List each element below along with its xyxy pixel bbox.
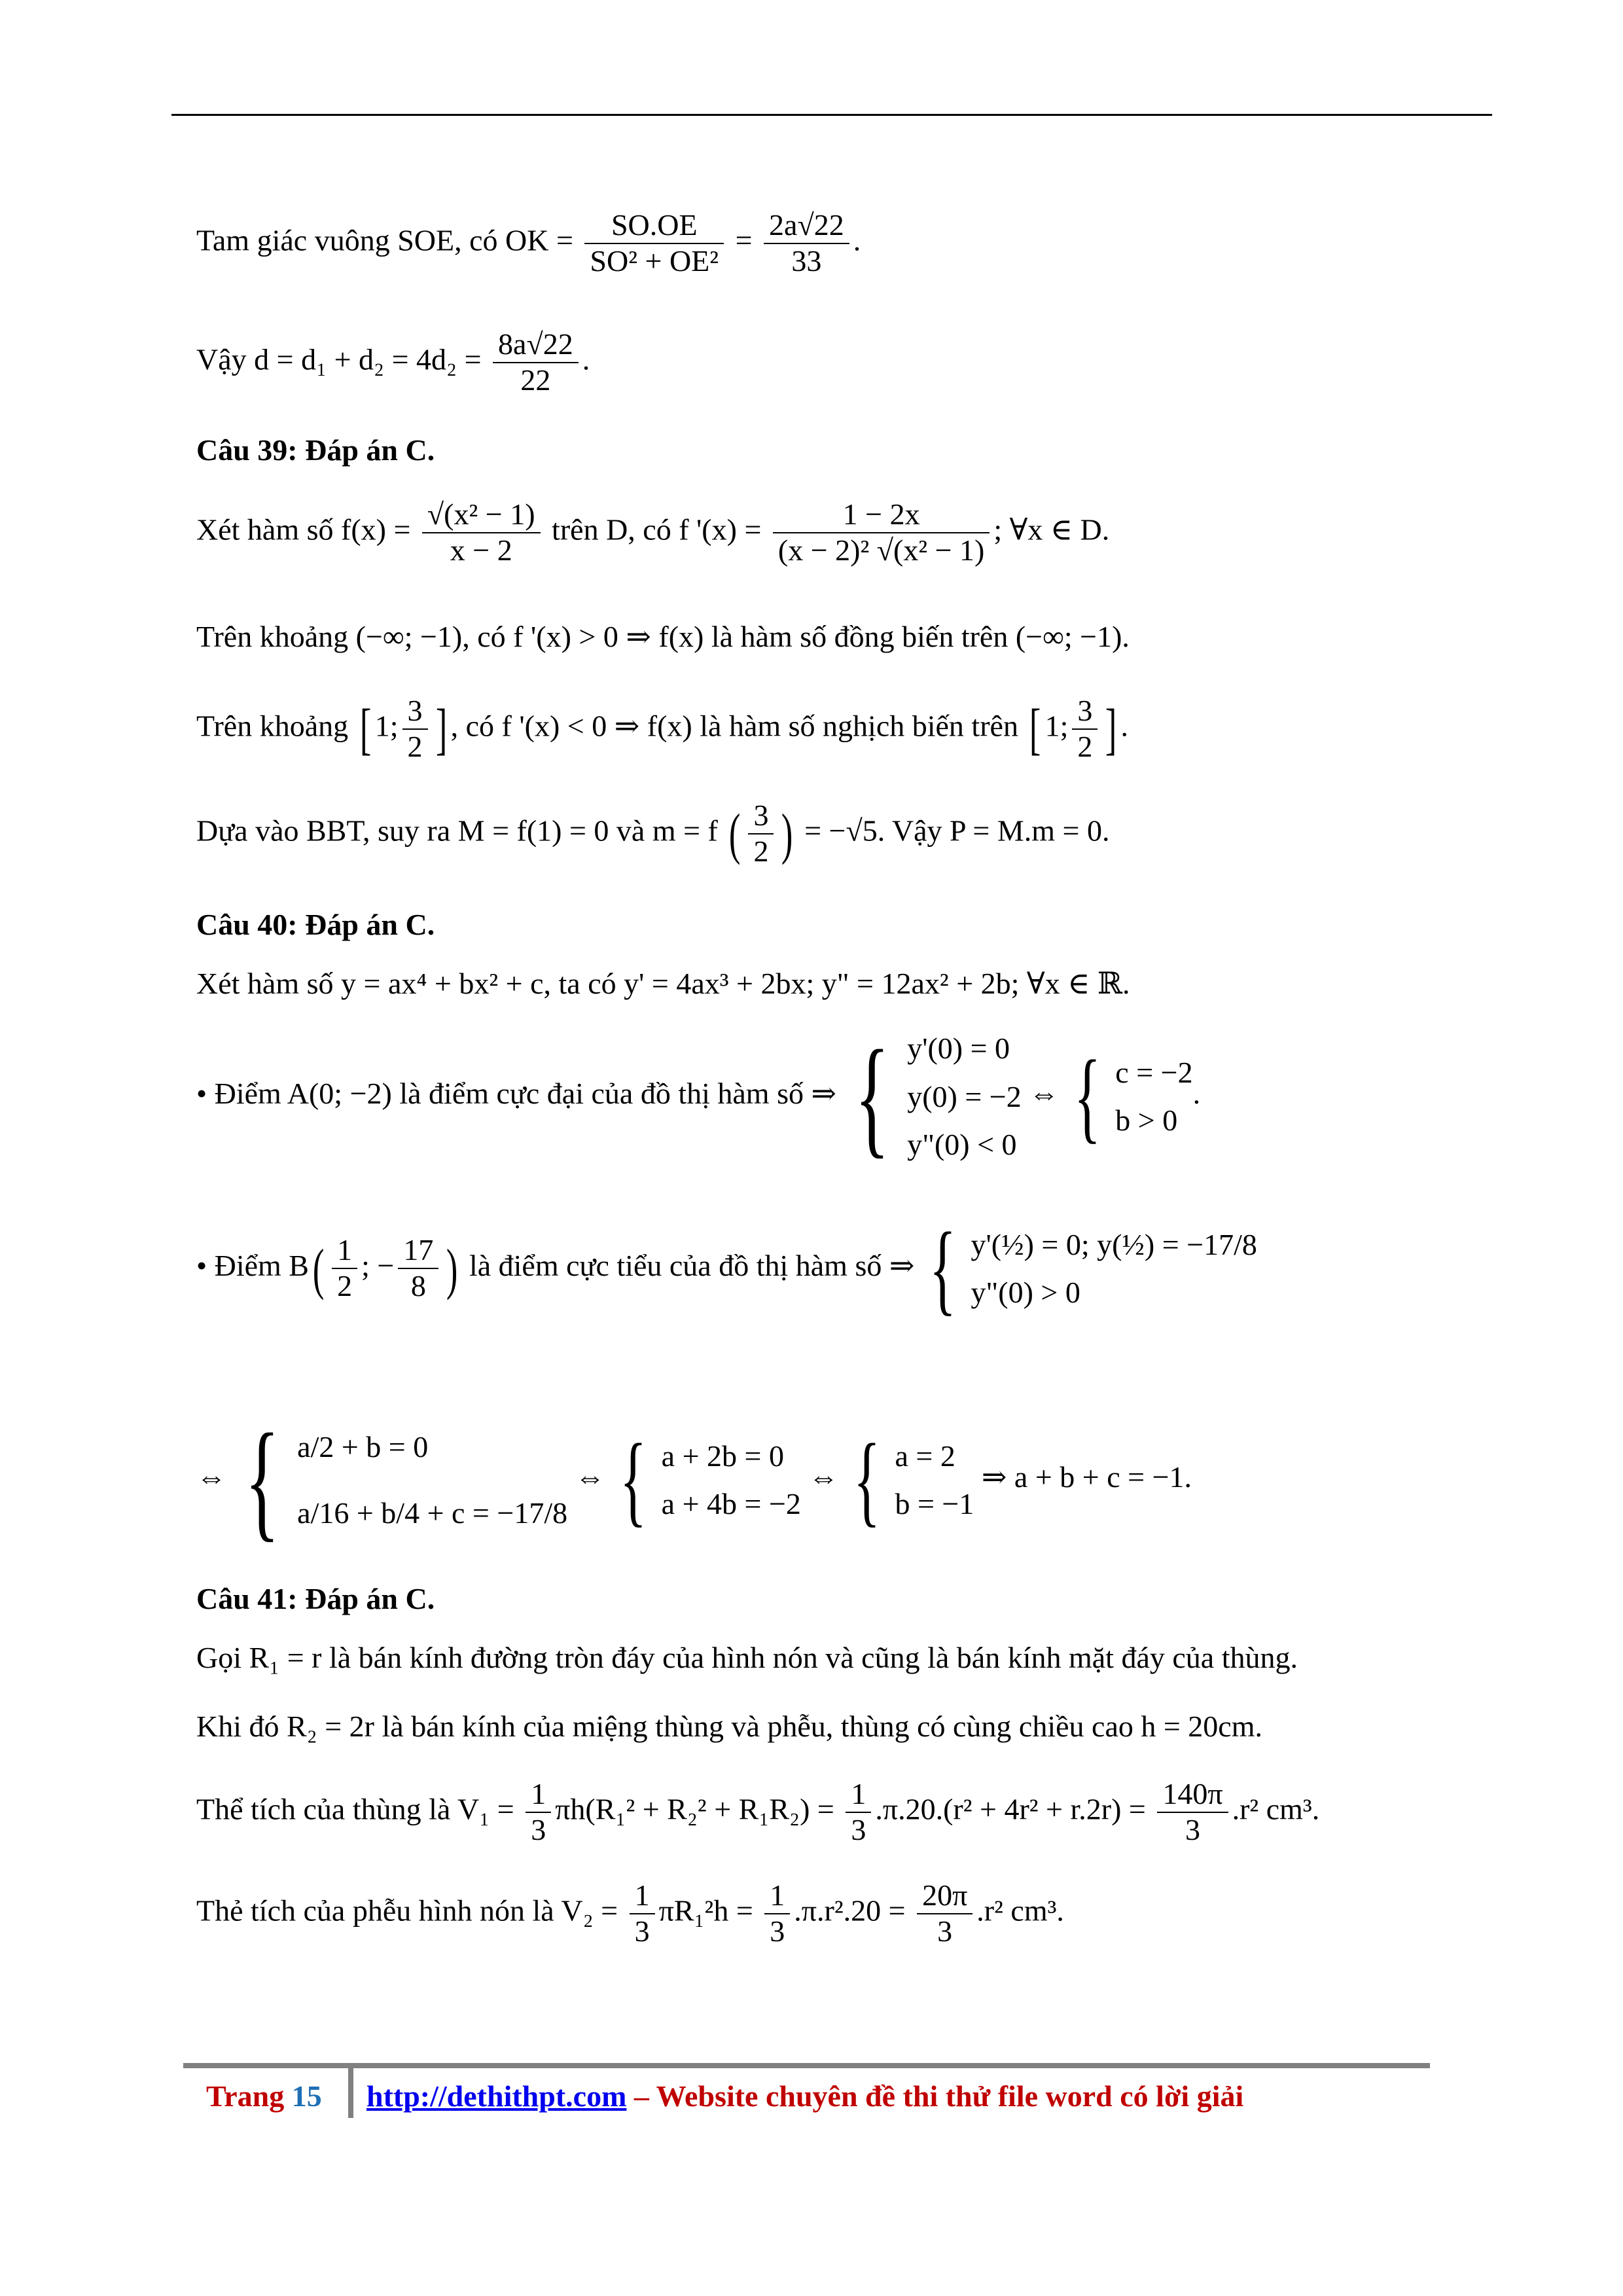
solution-line-point-b: • Điểm B( $\frac{1}{2}$ ; − $\frac{17}{8}$ ) là điểm cực tiểu của đồ thị hàm số ⇒ { y'(½) = 0; y(½) = −17/8 y"(0) > 0: [196, 1211, 1257, 1325]
website-description: – Website chuyên đề thi thử file word có lời giải: [633, 2079, 1244, 2113]
right-bracket: ]: [435, 697, 447, 761]
website-link[interactable]: http://dethithpt.com: [366, 2079, 627, 2113]
solution-line-decreasing: Trên khoảng [ 1; $\frac{3}{2}$ ] , có f '(x) < 0 ⇒ f(x) là hàm số nghịch biến trên [ 1; $\frac{3}{2}$ ] .: [196, 694, 1128, 763]
fraction-three-halves: $\frac{3}{2}$: [1072, 694, 1097, 764]
brace: {: [1073, 1039, 1101, 1153]
solution-line-conclusion-39: Dựa vào BBT, suy ra M = f(1) = 0 và m = f ( $\frac{3}{2}$ ) = −√5. Vậy P = M.m = 0.: [196, 798, 1110, 868]
footer-rule: [183, 2063, 1430, 2068]
question-heading-40: Câu 40: Đáp án C.: [196, 908, 435, 941]
fraction-third: $\frac{1}{3}$: [846, 1777, 871, 1848]
solution-line-radius-r1: Gọi R₁ = r là bán kính đường tròn đáy của hình nón và cũng là bán kính mặt đáy của thùng.: [196, 1641, 1298, 1674]
fraction-third: $\frac{1}{3}$: [526, 1777, 551, 1848]
fraction-ok: $\frac{SO.OE}{\text{SO² + OE²}}$: [584, 208, 724, 279]
fraction-third: $\frac{1}{3}$: [764, 1878, 790, 1949]
fraction-20pi-3: $\frac{20\pi}{3}$: [917, 1878, 972, 1949]
brace: {: [244, 1407, 279, 1553]
brace: {: [854, 1023, 889, 1170]
question-heading-39: Câu 39: Đáp án C.: [196, 433, 435, 467]
question-heading-41: Câu 41: Đáp án C.: [196, 1582, 435, 1615]
system-a-result: c = −2 b > 0: [1115, 1055, 1193, 1138]
page-number: Trang 15: [206, 2079, 322, 2113]
solution-line-function-40: Xét hàm số y = ax⁴ + bx² + c, ta có y' = 4ax³ + 2bx; y" = 12ax² + 2b; ∀x ∈ ℝ.: [196, 967, 1130, 1000]
solution-line-volume-v2: Thẻ tích của phễu hình nón là V₂ = $\frac{1}{3}$ πR₁²h = $\frac{1}{3}$ .π.r².20 = $\frac{20\pi}{3}$ .r² cm³.: [196, 1878, 1064, 1948]
fraction-17-8: $\frac{17}{8}$: [398, 1233, 438, 1304]
solution-line-system-solve: ⇔ { a/2 + b = 0 a/16 + b/4 + c = −17/8 ⇔ { a + 2b = 0 a + 4b = −2 ⇔ { a = 2 b = −1 ⇒ a + b + c = −1.: [196, 1407, 1192, 1553]
right-paren: ): [781, 802, 793, 866]
solution-line-volume-v1: Thể tích của thùng là V₁ = $\frac{1}{3}$ πh(R₁² + R₂² + R₁R₂) = $\frac{1}{3}$ .π.20.(r² + 4r² + r.2r) = $\frac{140\pi}{3}$ .r² cm³.: [196, 1777, 1320, 1846]
fraction-half: $\frac{1}{2}$: [332, 1233, 357, 1304]
fraction-ok-result: $\frac{2a√22}{33}$: [764, 208, 849, 279]
solution-line-derivative: Xét hàm số f(x) = $\frac{\text{√(x² − 1)}}{x - 2}$ trên D, có f '(x) = $\frac{1 - 2x}{\text{(x − 2)² √(x² − 1)}}$ ; ∀x ∈ D.: [196, 497, 1110, 567]
right-paren: ): [446, 1236, 458, 1300]
brace: {: [853, 1423, 881, 1536]
footer-site: [366, 2079, 1243, 2113]
solution-line-radius-r2: Khi đó R₂ = 2r là bán kính của miệng thùng và phễu, thùng có cùng chiều cao h = 20cm.: [196, 1710, 1263, 1743]
system-a: y'(0) = 0 y(0) = −2 y"(0) < 0: [907, 1031, 1022, 1162]
fraction-three-halves: $\frac{3}{2}$: [402, 694, 428, 764]
left-bracket: [: [359, 697, 371, 761]
left-paren: (: [729, 802, 741, 866]
system-d: a + 2b = 0 a + 4b = −2: [661, 1439, 801, 1521]
fraction-distance: $\frac{8a√22}{22}$: [493, 327, 579, 398]
left-bracket: [: [1029, 697, 1041, 761]
fraction-fprime: $\frac{1 - 2x}{\text{(x − 2)² √(x² − 1)}}$: [773, 497, 990, 568]
system-b: y'(½) = 0; y(½) = −17/8 y"(0) > 0: [971, 1227, 1257, 1310]
system-c: a/2 + b = 0 a/16 + b/4 + c = −17/8: [297, 1430, 568, 1530]
fraction-three-halves: $\frac{3}{2}$: [748, 798, 774, 869]
brace: {: [619, 1423, 647, 1536]
header-rule: [171, 114, 1492, 116]
brace: {: [929, 1211, 957, 1325]
solution-line-increasing: Trên khoảng (−∞; −1), có f '(x) > 0 ⇒ f(x) là hàm số đồng biến trên (−∞; −1).: [196, 620, 1130, 653]
footer-divider: [348, 2067, 353, 2118]
solution-line-ok: Tam giác vuông SOE, có OK = $\frac{SO.OE}{\text{SO² + OE²}}$ = $\frac{2a√22}{33}$ .: [196, 208, 861, 278]
left-paren: (: [312, 1236, 325, 1300]
system-e: a = 2 b = −1: [895, 1439, 974, 1521]
fraction-f: $\frac{\text{√(x² − 1)}}{x - 2}$: [422, 497, 541, 568]
text: Tam giác vuông SOE, có OK: [196, 223, 549, 257]
fraction-third: $\frac{1}{3}$: [630, 1878, 655, 1949]
fraction-140pi-3: $\frac{140\pi}{3}$: [1157, 1777, 1228, 1848]
solution-line-distance: Vậy d = d₁ + d₂ = 4d₂ = $\frac{8a√22}{22}$ .: [196, 327, 590, 397]
solution-line-point-a: • Điểm A(0; −2) là điểm cực đại của đồ thị hàm số ⇒ { y'(0) = 0 y(0) = −2 y"(0) < 0 ⇔ { c = −2 b > 0 .: [196, 1023, 1201, 1170]
right-bracket: ]: [1105, 697, 1117, 761]
